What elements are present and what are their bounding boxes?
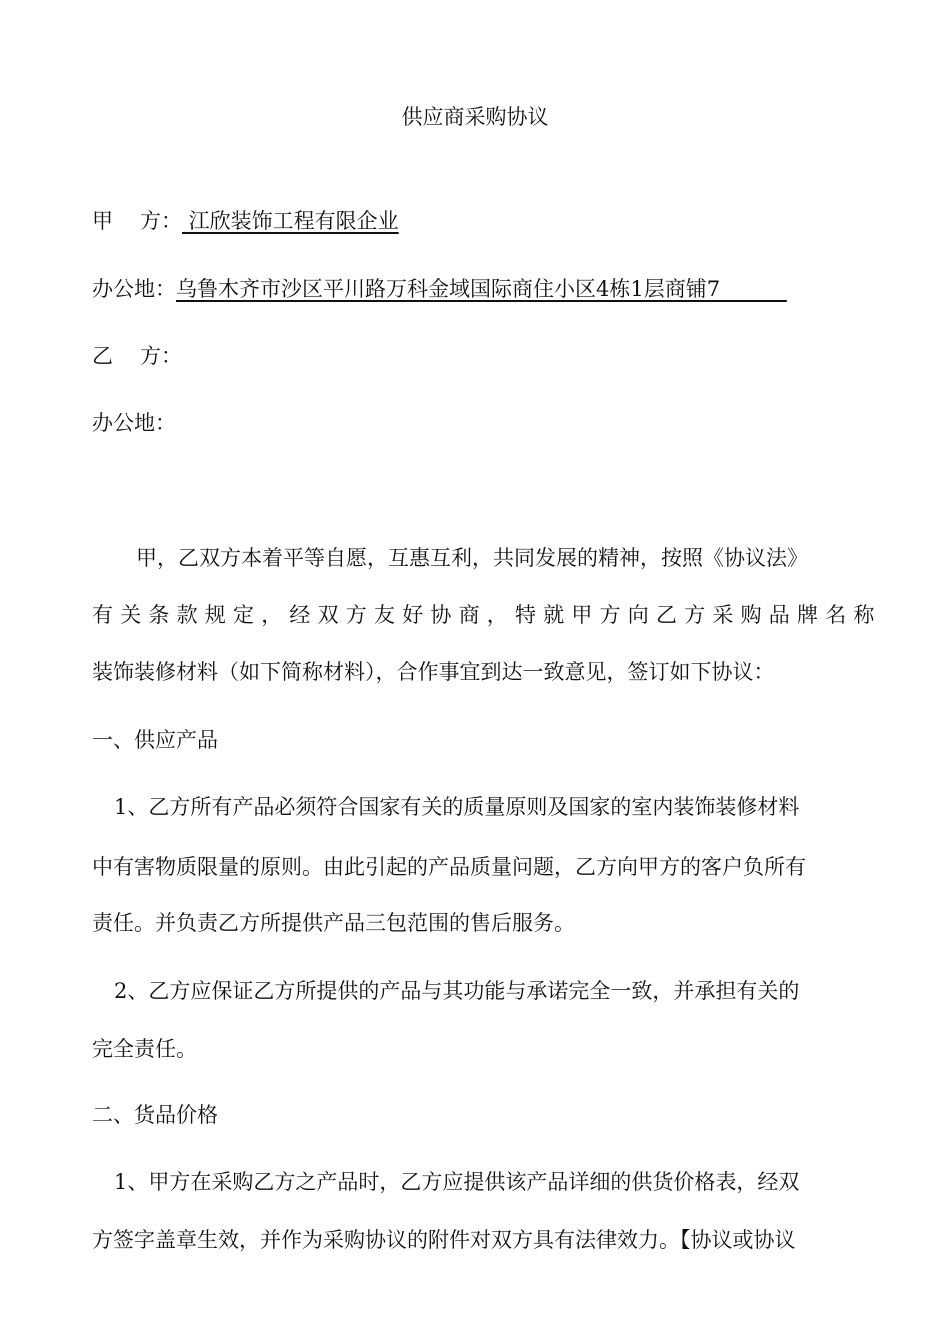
section-1-item-2-line-2: 完全责任。 [92, 1037, 197, 1061]
office-a-value: 乌鲁木齐市沙区平川路万科金域国际商住小区4栋1层商铺7 [176, 277, 787, 301]
section-1-item-1-line-3: 责任。并负责乙方所提供产品三包范围的售后服务。 [92, 911, 575, 935]
party-b-label-1: 乙 [92, 344, 113, 368]
section-1-heading: 一、供应产品 [92, 728, 218, 752]
document-title: 供应商采购协议 [401, 105, 549, 129]
section-2-item-1-line-2: 方签字盖章生效，并作为采购协议的附件对双方具有法律效力。【协议或协议 [92, 1228, 796, 1252]
office-b-row [92, 408, 176, 438]
intro-line-1: 甲，乙双方本着平等自愿，互惠互利，共同发展的精神，按照《协议法》 [136, 546, 808, 570]
section-1-item-1-line-2: 中有害物质限量的原则。由此引起的产品质量问题，乙方向甲方的客户负所有 [92, 855, 806, 879]
intro-line-3: 装饰装修材料（如下简称材料），合作事宜到达一致意见，签订如下协议： [92, 660, 775, 684]
party-b-label-2: 方： [140, 344, 182, 368]
office-a-row [92, 274, 787, 304]
party-b-row [92, 341, 182, 371]
section-1-item-1-line-1: 1、乙方所有产品必须符合国家有关的质量原则及国家的室内装饰装修材料 [114, 795, 800, 819]
party-a-label-1: 甲 [92, 209, 113, 233]
office-b-label: 办公地： [92, 411, 176, 435]
section-2-heading: 二、货品价格 [92, 1103, 218, 1127]
party-a-row [92, 206, 399, 236]
section-2-item-1-line-1: 1、甲方在采购乙方之产品时，乙方应提供该产品详细的供货价格表，经双 [114, 1170, 800, 1194]
intro-line-2: 有关条款规定，经双方友好协商，特就甲方向乙方采购品牌名称 [92, 603, 882, 627]
section-1-item-2-line-1: 2、乙方应保证乙方所提供的产品与其功能与承诺完全一致，并承担有关的 [114, 979, 800, 1003]
office-a-label: 办公地： [92, 277, 176, 301]
party-a-label-2: 方： [140, 209, 182, 233]
party-a-value: 江欣装饰工程有限企业 [182, 209, 399, 233]
